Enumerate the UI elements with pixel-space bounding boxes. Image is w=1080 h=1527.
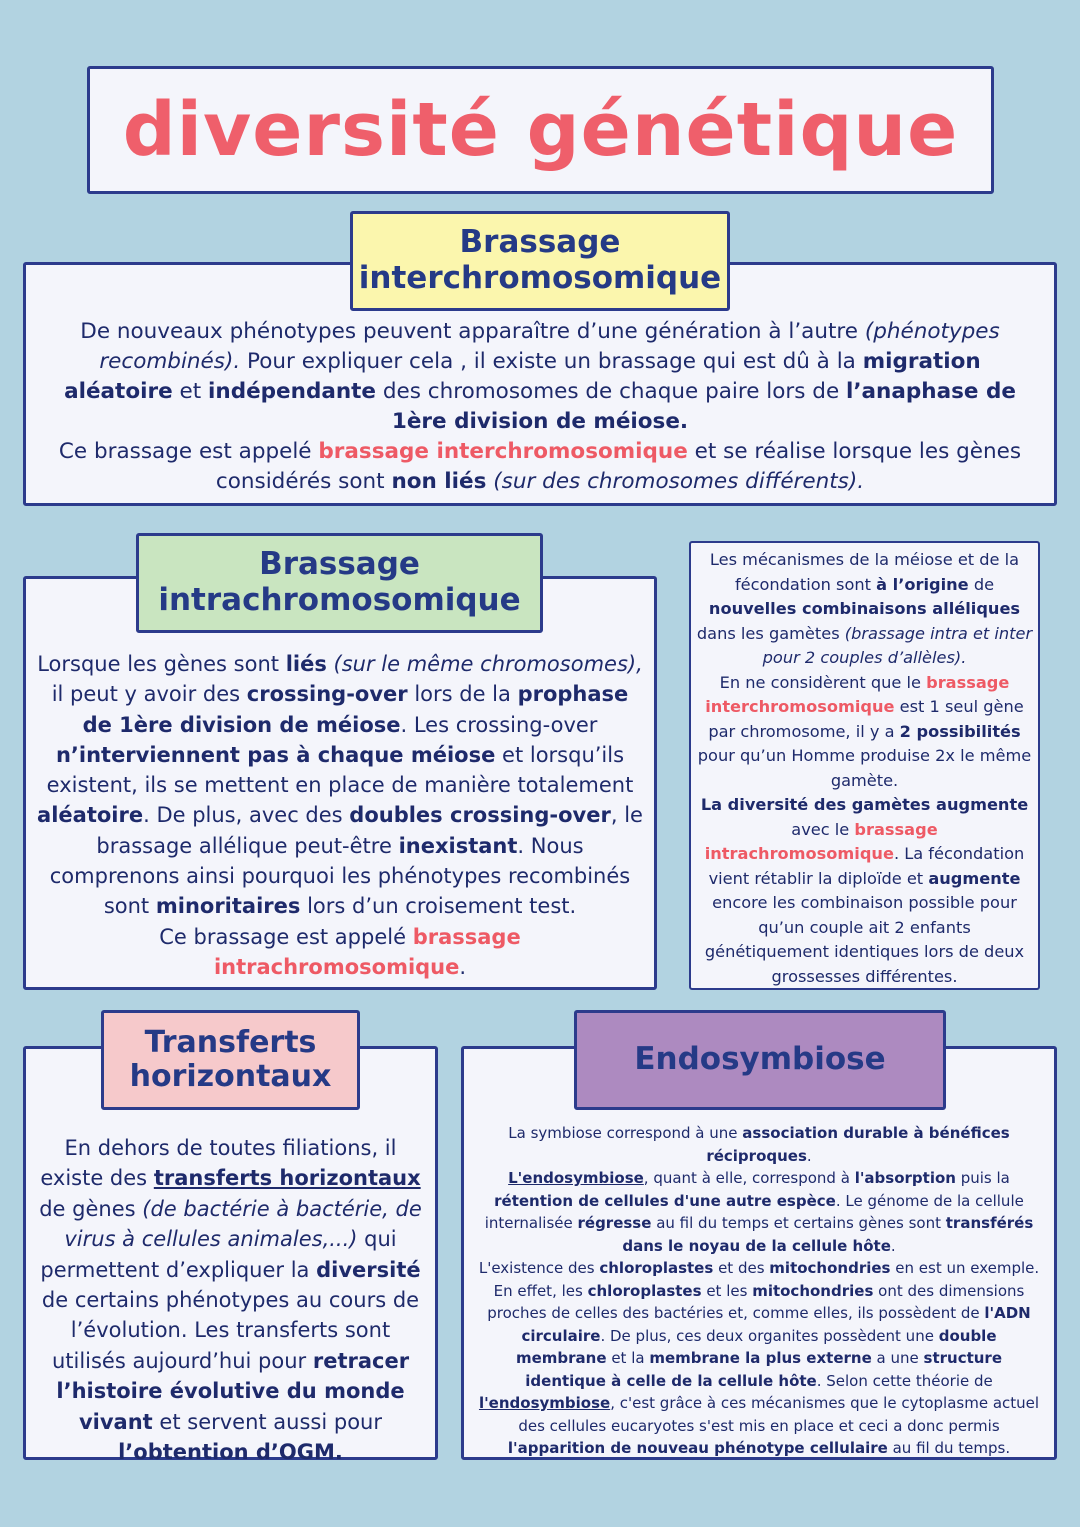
intra-section	[23, 576, 657, 990]
intra-text: Lorsque les gènes sont liés (sur le même chromosomes), il peut y avoir des crossing-over lors de la prophase de 1ère division de méiose. Les crossing-over n’interviennent pas à chaque méiose et lorsqu’ils existent, ils se mettent en place de manière totalement aléatoire. De plus, avec des doubles crossing-over, le brassage allélique peut-être inexistant. Nous comprenons ainsi pourquoi les phénotypes recombinés sont minoritaires lors d’un croisement test. Ce brassage est appelé brassage intrachromosomique.	[37, 652, 643, 979]
page-title: diversité génétique	[122, 87, 959, 173]
title-box	[87, 66, 994, 194]
transferts-text: En dehors de toutes filiations, il existe des transferts horizontaux de gènes (de bactérie à bactérie, de virus à cellules animales,...) qui permettent d’expliquer la diversité de certains phénotypes au cours de l’évolution. Les transferts sont utilisés aujourd’hui pour retracer l’histoire évolutive du monde vivant et servent aussi pour l’obtention d’OGM.	[39, 1136, 422, 1465]
endo-text: La symbiose correspond à une association durable à bénéfices réciproques. L'endosymbiose, quant à elle, correspond à l'absorption puis la rétention de cellules d'une autre espèce. Le génome de la cellule internalisée régresse au fil du temps et certains gènes sont transférés dans le noyau de la cellule hôte. L'existence des chloroplastes et des mitochondries en est un exemple. En effet, les chloroplastes et les mitochondries ont des dimensions proches de celles des bactéries et, comme elles, ils possèdent de l'ADN circulaire. De plus, ces deux organites possèdent une double membrane et la membrane la plus externe a une structure identique à celle de la cellule hôte. Selon cette théorie de l'endosymbiose, c'est grâce à ces mécanismes que le cytoplasme actuel des cellules eucaryotes s'est mis en place et ceci a donc permis l'apparition de nouveau phénotype cellulaire au fil du temps.	[478, 1124, 1040, 1457]
inter-heading: Brassage interchromosomique	[350, 211, 730, 311]
summary-box	[689, 541, 1040, 990]
endo-heading: Endosymbiose	[574, 1010, 946, 1110]
transferts-heading: Transferts horizontaux	[101, 1010, 360, 1110]
intra-heading: Brassage intrachromosomique	[136, 533, 543, 633]
inter-text: De nouveaux phénotypes peuvent apparaître d’une génération à l’autre (phénotypes recombinés). Pour expliquer cela , il existe un brassage qui est dû à la migration aléatoire et indépendante des chromosomes de chaque paire lors de l’anaphase de 1ère division de méiose. Ce brassage est appelé brassage interchromosomique et se réalise lorsque les gènes considérés sont non liés (sur des chromosomes différents).	[58, 319, 1022, 494]
summary-text: Les mécanismes de la méiose et de la fécondation sont à l’origine de nouvelles combinaisons alléliques dans les gamètes (brassage intra et inter pour 2 couples d’allèles). En ne considèrent que le brassage interchromosomique est 1 seul gène par chromosome, il y a 2 possibilités pour qu’un Homme produise 2x le même gamète. La diversité des gamètes augmente avec le brassage intrachromosomique. La fécondation vient rétablir la diploïde et augmente encore les combinaison possible pour qu’un couple ait 2 enfants génétiquement identiques lors de deux grossesses différentes.	[696, 550, 1033, 986]
